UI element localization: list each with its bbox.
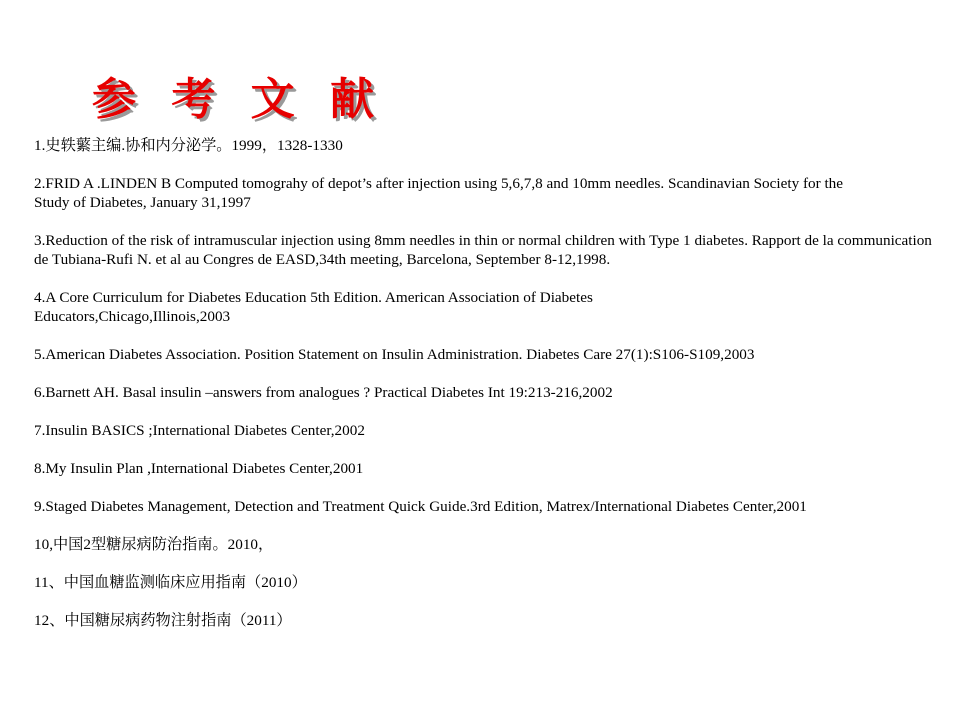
reference-item-5: 5.American Diabetes Association. Position Statement on Insulin Administration. Diabetes Care 27(1):S106-S109,2003 bbox=[34, 346, 755, 363]
reference-item-9: 9.Staged Diabetes Management, Detection and Treatment Quick Guide.3rd Edition, Matrex/International Diabetes Center,2001 bbox=[34, 498, 807, 515]
reference-item-10: 10,中国2型糖尿病防治指南。2010， bbox=[34, 536, 274, 553]
reference-item-3: 3.Reduction of the risk of intramuscular injection using 8mm needles in thin or normal children with Type 1 diabetes. Rapport de la communication de Tubiana-Rufi N. et al au Congres de EASD,34th meeting, Barcelona, September 8-12,1998. bbox=[34, 232, 932, 268]
reference-item-1: 1.史轶蘩主编.协和内分泌学。1999，1328-1330 bbox=[34, 137, 343, 154]
reference-item-4: 4.A Core Curriculum for Diabetes Education 5th Edition. American Association of Diabetes Educators,Chicago,Illinois,2003 bbox=[34, 289, 593, 325]
reference-item-6: 6.Barnett AH. Basal insulin –answers from analogues ? Practical Diabetes Int 19:213-216,2002 bbox=[34, 384, 613, 401]
reference-item-8: 8.My Insulin Plan ,International Diabetes Center,2001 bbox=[34, 460, 364, 477]
page-title: 参 考 文 献 bbox=[92, 74, 384, 125]
reference-item-2: 2.FRID A .LINDEN B Computed tomograhy of depot’s after injection using 5,6,7,8 and 10mm needles. Scandinavian Society for the Study of Diabetes, January 31,1997 bbox=[34, 175, 844, 211]
reference-list bbox=[34, 136, 940, 649]
reference-item-11: 11、中国血糖监测临床应用指南（2010） bbox=[34, 574, 307, 591]
reference-item-12: 12、中国糖尿病药物注射指南（2011） bbox=[34, 612, 292, 629]
reference-item-7: 7.Insulin BASICS ;International Diabetes Center,2002 bbox=[34, 422, 365, 439]
